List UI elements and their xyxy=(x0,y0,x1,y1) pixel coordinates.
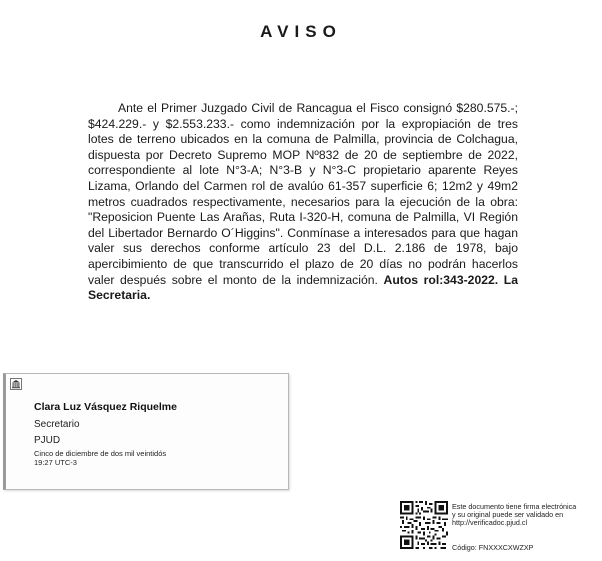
signer-organization: PJUD xyxy=(34,435,61,446)
notice-body xyxy=(88,101,518,304)
notice-closing: Autos rol:343-2022. La Secretaria. xyxy=(88,272,518,303)
verification-line-1: Este documento tiene firma electrónica xyxy=(452,502,577,511)
verification-line-2: y su original puede ser validado en xyxy=(452,510,564,520)
electronic-signature-box xyxy=(3,373,289,490)
notice-paragraph: Ante el Primer Juzgado Civil de Rancagua el Fisco consignó $280.575.-; $424.229.- y $2.553.233.- como indemnización por la expropiación de tres lotes de terreno ubicados en la comuna de Palmilla, provincia de Colchagua, dispuesta por Decreto Supremo MOP Nº832 de 20 de septiembre de 2022, correspondiente al lote N°3-A; N°3-B y N°3-C propietario aparente Reyes Lizama, Orlando del Carmen rol de avalúo 61-357 superficie 6; 12m2 y 49m2 metros cuadrados respectivamente, necesarios para la ejecución de la obra: "Reposicion Puente Las Arañas, Ruta I-320-H, comuna de Palmilla, VI Región del Libertador Bernardo O´Higgins". Conmínase a interesados para que hagan valer sus derechos conforme artículo 23 del D.L. 2.186 de 1978, bajo apercibimiento de que transcurrido el plazo de 20 días no podrán hacerlos valer después sobre el monto de la indemnización. xyxy=(88,101,518,287)
signature-date: Cinco de diciembre de dos mil veintidós xyxy=(34,449,167,458)
signer-role: Secretario xyxy=(34,419,80,430)
document-title: AVISO xyxy=(260,22,342,41)
verification-code: Código: FNXXXCXWZXP xyxy=(452,543,534,552)
verification-block xyxy=(400,499,600,555)
signature-timestamp xyxy=(34,450,166,467)
signature-time: 19:27 UTC-3 xyxy=(34,457,77,467)
signer-name: Clara Luz Vásquez Riquelme xyxy=(34,401,177,413)
courthouse-icon xyxy=(10,378,22,390)
qr-code-icon[interactable] xyxy=(400,501,448,549)
verification-url[interactable]: http://verificadoc.pjud.cl xyxy=(452,518,528,528)
verification-text xyxy=(452,503,600,528)
